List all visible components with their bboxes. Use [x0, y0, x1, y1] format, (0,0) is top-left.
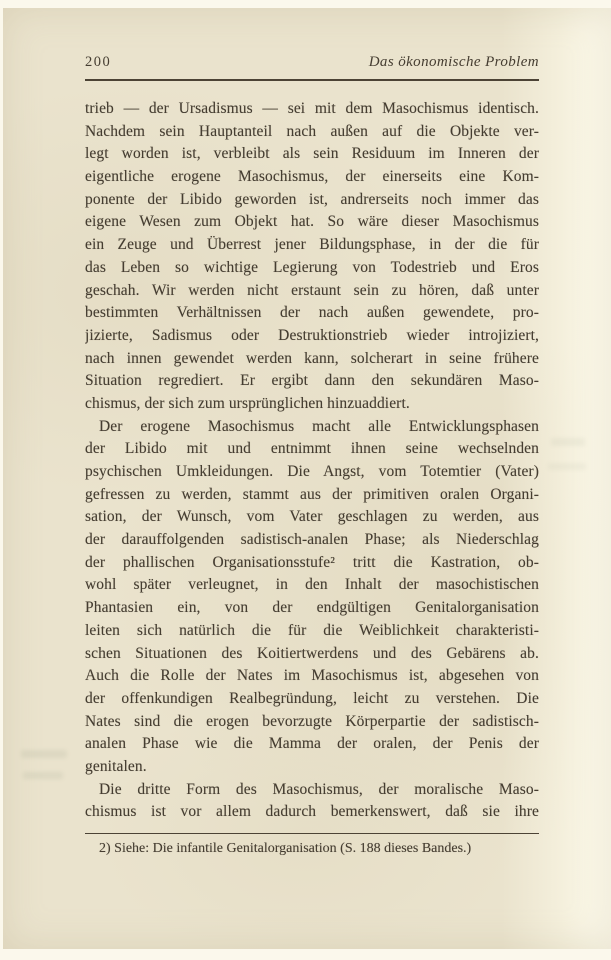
text-line: psychischen Umkleidungen. Die Angst, vom Totemtier (Vater) — [85, 463, 539, 480]
text-line: ein Zeuge und Überrest jener Bildungsphase, in der die für — [85, 236, 539, 254]
text-line: wohl später verleugnet, in den Inhalt der masochistischen — [85, 576, 539, 594]
bleedthrough-smudge — [551, 438, 585, 446]
text-line: gefressen zu werden, stammt aus der primitiven oralen Organi- — [85, 485, 539, 503]
text-line: nach innen gewendet werden kann, solcherart in seine frühere — [85, 349, 539, 367]
text-line: bestimmten Verhältnissen der nach außen gewendete, pro- — [85, 304, 539, 322]
text-line: geschah. Wir werden nicht erstaunt sein zu hören, daß unter — [85, 281, 539, 299]
text-line: Phantasien ein, von der endgültigen Genitalorganisation — [85, 599, 539, 617]
text-line: eigene Wesen zum Objekt hat. So wäre dieser Masochismus — [85, 213, 539, 231]
text-line: trieb — der Ursadismus — sei mit dem Masochismus identisch. — [85, 100, 539, 117]
text-line: jizierte, Sadismus oder Destruktionstrieb wieder introjiziert, — [85, 326, 539, 344]
footnote-rule — [85, 833, 539, 834]
text-line: chismus, der sich zum ursprünglichen hinzuaddiert. — [85, 394, 410, 412]
text-line: genitalen. — [85, 757, 147, 775]
text-line: der phallischen Organisationsstufe² tritt die Kastration, ob- — [85, 553, 539, 571]
header-rule — [85, 79, 539, 81]
text-line: leiten sich natürlich die für die Weiblichkeit charakteristi- — [85, 621, 539, 639]
footnote-text: 2) Siehe: Die infantile Genitalorganisation (S. 188 dieses Bandes.) — [99, 841, 472, 856]
bleedthrough-smudge — [23, 772, 63, 779]
text-line: sation, der Wunsch, vom Vater geschlagen zu werden, aus — [85, 508, 539, 526]
text-line: Die dritte Form des Masochismus, der moralische Maso- — [99, 780, 539, 798]
page-header — [85, 52, 539, 72]
text-line: der darauffolgenden sadistisch-analen Phase; als Niederschlag — [85, 531, 539, 549]
bleedthrough-smudge — [21, 750, 67, 758]
text-line: Nachdem sein Hauptanteil nach außen auf die Objekte ver- — [85, 122, 539, 140]
text-line: das Leben so wichtige Legierung von Todestrieb und Eros — [85, 258, 539, 276]
bleedthrough-smudge — [548, 463, 586, 470]
text-line: eigentliche erogene Masochismus, der einerseits eine Kom- — [85, 168, 539, 186]
text-block — [85, 52, 539, 859]
text-line: chismus ist vor allem dadurch bemerkenswert, daß sie ihre — [85, 803, 539, 821]
text-line: Auch die Rolle der Nates im Masochismus ist, abgesehen von — [85, 667, 539, 685]
text-line: Nates sind die erogen bevorzugte Körperpartie der sadistisch- — [85, 712, 539, 730]
running-header-title: Das ökonomische Problem — [368, 54, 539, 70]
text-line: legt worden ist, verbleibt als sein Residuum im Inneren der — [85, 145, 539, 163]
text-line: der offenkundigen Realbegründung, leicht zu verstehen. Die — [85, 689, 539, 707]
text-line: Der erogene Masochismus macht alle Entwicklungsphasen — [99, 417, 539, 435]
text-line: Situation regrediert. Er ergibt dann den sekundären Maso- — [85, 372, 539, 390]
body-text — [85, 98, 539, 824]
text-line: ponente der Libido geworden ist, andrerseits noch immer das — [85, 190, 539, 208]
text-line: der Libido mit und entnimmt ihnen seine wechselnden — [85, 440, 539, 458]
text-line: analen Phase wie die Mamma der oralen, der Penis der — [85, 735, 539, 753]
page-number: 200 — [85, 54, 112, 70]
text-line: schen Situationen des Koitiertwerdens und des Gebärens ab. — [85, 644, 539, 662]
book-page — [3, 8, 611, 949]
